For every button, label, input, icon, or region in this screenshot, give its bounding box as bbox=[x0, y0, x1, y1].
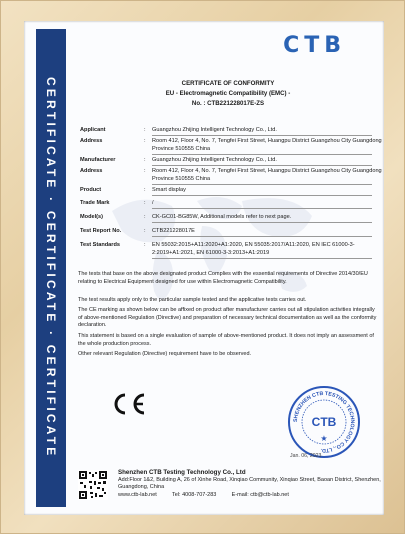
paragraph-statement: This statement is based on a single evaluation of sample of above-mentioned product. It does not imply an assessment of the whole production process. bbox=[78, 333, 374, 347]
paragraph-test-results: The test results apply only to the particular sample tested and the applicative tests carries out. bbox=[78, 297, 307, 303]
seal-ring-text: SHENZHEN CTB TESTING TECHNOLOGY CO., LTD. bbox=[292, 390, 356, 454]
ctb-logo: CTB bbox=[283, 33, 346, 58]
certificate-paper: CERTIFICATE · CERTIFICATE · CERTIFICATE CTB CERTIFICATE OF CONFORMITY EU - Electromagnetic Compatibility (EMC) - No. : CTB221228017E-ZS Applicant : Guangzhou Zhijing Intelligent Technology Co., Ltd. Address : Room 412, Floor 4, No. 7, Tengfei First Street, Huangpu District Guangzhou City Guangdong Province 510555 China Manufacturer : Guangzhou Zhijing Intelligent Technology Co., Ltd. Address : Room 412, Floor 4, No. 7, Tengfei First Street, Huangpu District Guangzhou City Guangdong Province 510555 China Product : Smart display Trade Mark : / Model(s) : CK-GC01-BG85W, Additional models refer to next page. Test Report No. : CTB221228017E Test Standards : EN 55032:2015+A11:2020+A1:2020, EN 55035:2017/A11:2020, EN IEC 61000-3-2:2019+A1:2021, EN 61000-3-3:2013+A1:2019 The tests that base on the above designated product Complies with the essential requirements of Directive 2014/30/EU relating to Electrical Equipment designed for use within Electromagnetic Compatibility. The test results apply only to the particular sample tested and the applicative tests carries out. The CE marking as shown below can be affixed on product after manufacturer carries out all stipulation activities integrally of above-mentioned Regulation (Directive) and preparation of necessary technical documentation as well as the conformity declaration. This statement is based on a single evaluation of sample of above-mentioned product. It does not imply an assessment of the whole production process. Other relevant Regulation (Directive) requirement have to be observed. SHENZHEN CTB TESTING TECHNOLOGY CO., LTD. CTB ★ Jan. 06, 2023 Shenzhen CTB Testing Technology Co., Ltd Add:Floor 1&2, Building A, 26 of Xinhe Road, Xinqiao Community, Xinqiao Street, Baoan District, Shenzhen, Guangdong, China www.ctb-lab.net Tel: 4008-707-283 E-mail: ctb@ctb-lab.net bbox=[24, 21, 384, 515]
divider bbox=[152, 258, 372, 259]
paragraph-other-requirements: Other relevant Regulation (Directive) requirement have to be observed. bbox=[78, 351, 252, 357]
paragraph-ce-marking: The CE marking as shown below can be affixed on product after manufacturer carries out all stipulation activities integrally of above-mentioned Regulation (Directive) and preparation of necessary technical documentation as well as the conformity declaration. bbox=[78, 307, 377, 328]
certificate-subtitle: EU - Electromagnetic Compatibility (EMC) - bbox=[165, 89, 291, 97]
ce-mark-icon bbox=[108, 393, 148, 415]
footer-contact: www.ctb-lab.net Tel: 4008-707-283 E-mail: ctb@ctb-lab.net bbox=[118, 491, 289, 498]
divider bbox=[152, 184, 372, 185]
divider bbox=[152, 154, 372, 155]
divider bbox=[152, 208, 372, 209]
footer-company: Shenzhen CTB Testing Technology Co., Ltd bbox=[118, 469, 246, 476]
footer-address: Add:Floor 1&2, Building A, 26 of Xinhe Road, Xinqiao Community, Xinqiao Street, Baoan District, Shenzhen, Guangdong, China bbox=[118, 476, 381, 491]
issue-date: Jan. 06, 2023 bbox=[290, 453, 322, 459]
divider bbox=[152, 222, 372, 223]
seal-star-icon: ★ bbox=[320, 434, 328, 443]
qr-code-icon bbox=[78, 470, 108, 500]
certificate-number: No. : CTB221228017E-ZS bbox=[191, 99, 265, 107]
company-seal-stamp bbox=[286, 384, 362, 460]
divider bbox=[152, 135, 372, 136]
divider bbox=[152, 195, 372, 196]
side-band-text: CERTIFICATE · CERTIFICATE · CERTIFICATE bbox=[44, 77, 58, 459]
divider bbox=[152, 236, 372, 237]
side-band bbox=[36, 29, 66, 507]
certificate-title-block bbox=[78, 79, 378, 108]
paragraph-compliance: The tests that base on the above designated product Complies with the essential requirements of Directive 2014/30/EU relating to Electrical Equipment designed for use within Electromagnetic Compatibility. bbox=[78, 271, 368, 285]
certificate-title: CERTIFICATE OF CONFORMITY bbox=[181, 80, 275, 87]
seal-center-text: CTB bbox=[311, 415, 337, 429]
divider bbox=[152, 165, 372, 166]
footer bbox=[118, 469, 384, 499]
